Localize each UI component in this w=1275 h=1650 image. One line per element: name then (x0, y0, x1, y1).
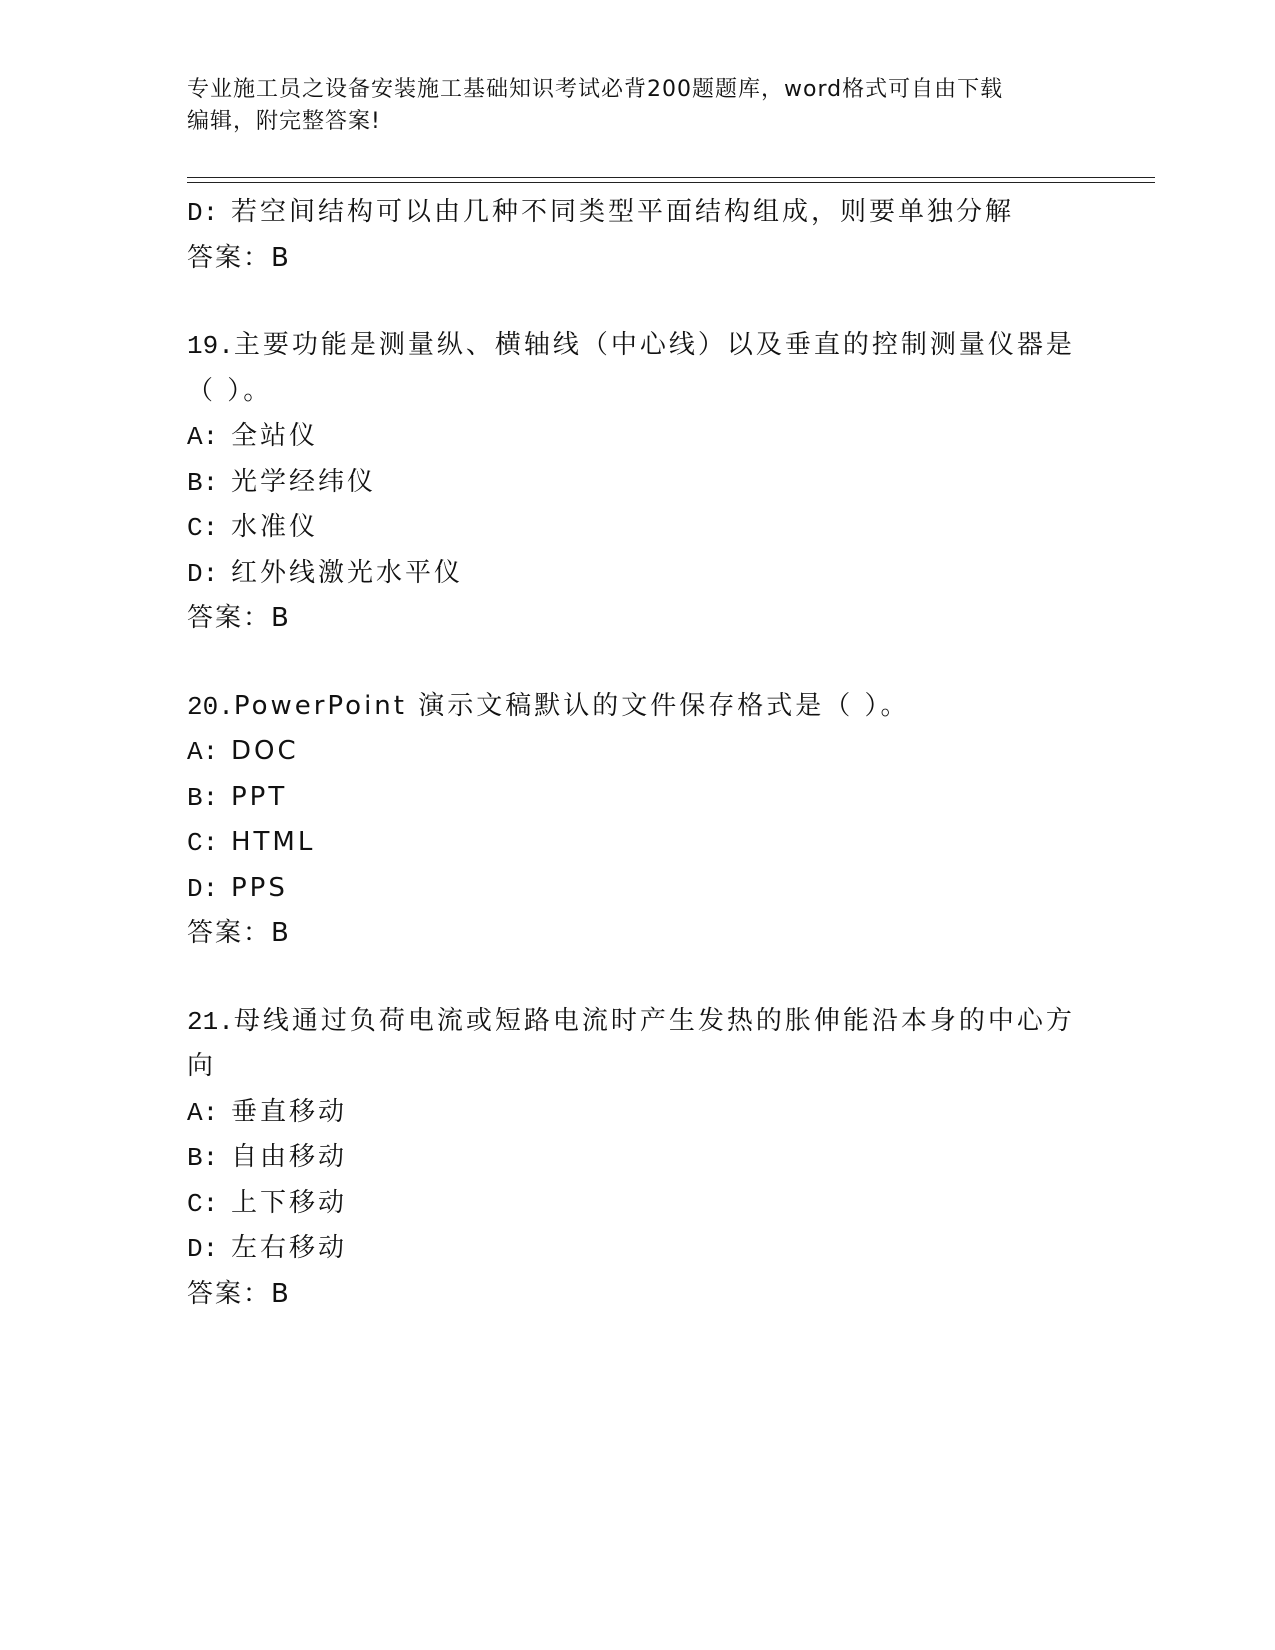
option-c (187, 505, 1087, 551)
option-label: A: (187, 737, 219, 767)
document-header (187, 74, 1067, 138)
option-text: 水准仪 (231, 512, 319, 542)
question-number: 19. (187, 331, 234, 361)
option-text: 若空间结构可以由几种不同类型平面结构组成，则要单独分解 (231, 197, 1015, 227)
answer-line (187, 236, 1087, 282)
option-text: DOC (231, 736, 299, 766)
option-label: C: (187, 513, 219, 543)
question-21 (187, 999, 1087, 1318)
question-text: 主要功能是测量纵、横轴线（中心线）以及垂直的控制测量仪器是 (233, 330, 1075, 360)
continued-question (187, 190, 1087, 281)
option-text: 红外线激光水平仪 (231, 557, 464, 588)
option-d (187, 190, 1087, 236)
answer-value: B (271, 918, 289, 948)
option-label: C: (187, 828, 219, 858)
option-text: 全站仪 (231, 421, 319, 451)
option-text: PPT (231, 781, 288, 812)
option-label: D: (187, 198, 219, 228)
option-b (187, 775, 1087, 821)
question-text: 母线通过负荷电流或短路电流时产生发热的胀伸能沿本身的中心方 (233, 1005, 1075, 1036)
header-title-line-1: 专业施工员之设备安装施工基础知识考试必背200题题库，word格式可自由下载 (187, 77, 1004, 102)
option-text: 垂直移动 (231, 1096, 348, 1127)
option-label: B: (187, 782, 219, 813)
answer-value: B (271, 242, 289, 273)
question-stem-continued: （ ）。 (187, 375, 273, 406)
answer-line (187, 1272, 1087, 1318)
option-d (187, 1226, 1087, 1272)
option-text: 光学经纬仪 (231, 466, 377, 497)
option-label: A: (187, 1097, 219, 1128)
question-number: 20. (187, 691, 234, 722)
answer-line (187, 596, 1087, 642)
option-b (187, 1135, 1087, 1181)
option-label: C: (187, 1188, 219, 1219)
spacer (187, 642, 1087, 684)
header-divider-top (187, 177, 1155, 178)
option-d (187, 866, 1087, 912)
question-19 (187, 323, 1087, 642)
question-stem-continued: 向 (187, 1051, 217, 1081)
option-label: D: (187, 873, 219, 904)
option-c (187, 1181, 1087, 1227)
question-number: 21. (187, 1006, 234, 1037)
question-list (187, 190, 1087, 1317)
option-label: B: (187, 467, 219, 498)
header-title-line-2: 编辑，附完整答案! (187, 109, 381, 134)
option-b (187, 460, 1087, 506)
option-c (187, 820, 1087, 866)
option-label: D: (187, 1234, 219, 1264)
option-a (187, 414, 1087, 460)
option-text: 左右移动 (231, 1233, 348, 1263)
option-text: PPS (231, 872, 288, 903)
answer-label: 答案： (187, 603, 272, 633)
question-stem (187, 999, 1087, 1045)
question-stem (187, 323, 1087, 369)
answer-label: 答案： (187, 1278, 272, 1309)
option-text: 上下移动 (231, 1187, 348, 1218)
option-label: A: (187, 422, 219, 452)
question-stem (187, 684, 1087, 730)
question-text: PowerPoint 演示文稿默认的文件保存格式是（ ）。 (233, 690, 910, 721)
header-divider-bottom (187, 182, 1155, 183)
option-a (187, 729, 1087, 775)
option-a (187, 1090, 1087, 1136)
spacer (187, 281, 1087, 323)
answer-label: 答案： (187, 242, 272, 273)
answer-label: 答案： (187, 918, 272, 948)
question-20 (187, 684, 1087, 957)
spacer (187, 957, 1087, 999)
option-text: 自由移动 (231, 1142, 348, 1172)
option-text: HTML (231, 827, 316, 857)
answer-value: B (271, 1278, 289, 1309)
option-label: D: (187, 558, 219, 589)
answer-value: B (271, 603, 289, 633)
answer-line (187, 911, 1087, 957)
option-label: B: (187, 1143, 219, 1173)
option-d (187, 551, 1087, 597)
